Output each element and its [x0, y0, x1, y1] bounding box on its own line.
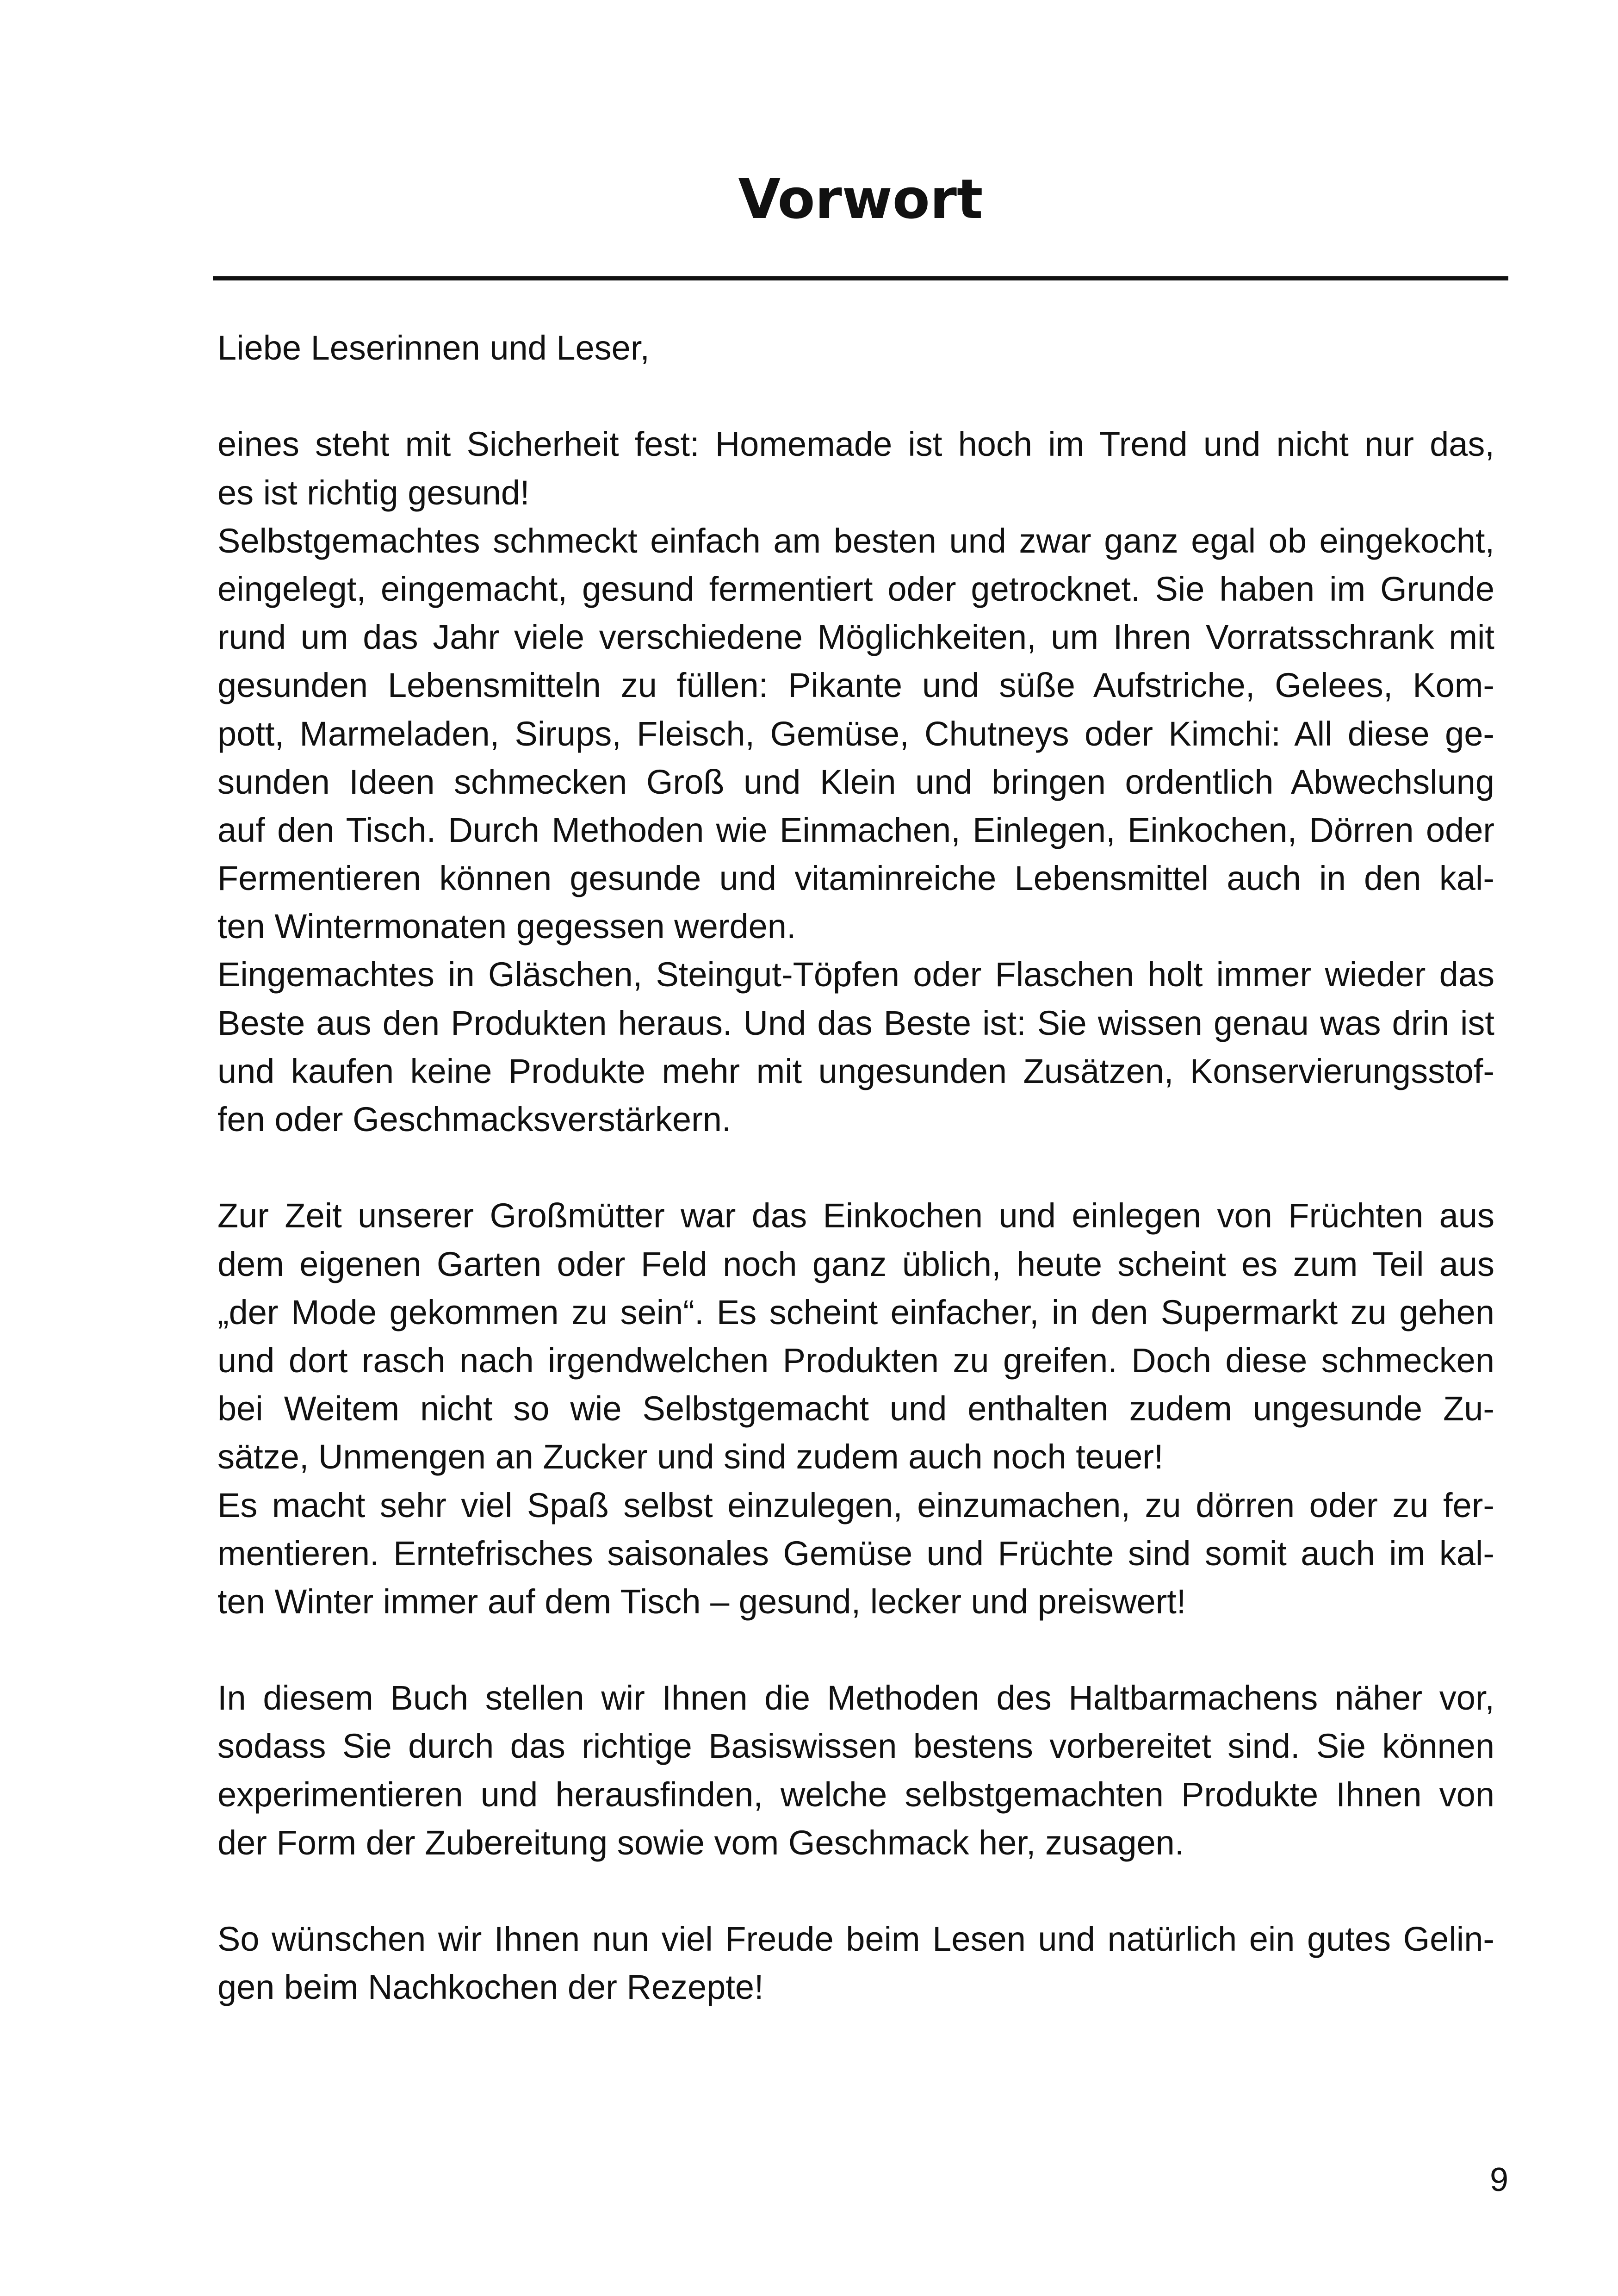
text-line: Fermentieren können gesunde und vitaminreiche Lebensmittel auch in den kal-	[217, 859, 1494, 898]
text-line: Zur Zeit unserer Großmütter war das Einkochen und einlegen von Früchten aus	[217, 1196, 1494, 1235]
text-line: gesunden Lebensmitteln zu füllen: Pikante und süße Aufstriche, Gelees, Kom-	[217, 666, 1494, 705]
text-line: der Form der Zubereitung sowie vom Geschmack her, zusagen.	[217, 1823, 1184, 1862]
text-line: So wünschen wir Ihnen nun viel Freude beim Lesen und natürlich ein gutes Gelin-	[217, 1920, 1494, 1959]
text-line: und kaufen keine Produkte mehr mit ungesunden Zusätzen, Konservierungsstof-	[217, 1052, 1494, 1090]
text-line: dem eigenen Garten oder Feld noch ganz üblich, heute scheint es zum Teil aus	[217, 1244, 1494, 1283]
text-line: pott, Marmeladen, Sirups, Fleisch, Gemüse, Chutneys oder Kimchi: All diese ge-	[217, 714, 1494, 753]
text-line: eingelegt, eingemacht, gesund fermentiert oder getrocknet. Sie haben im Grunde	[217, 569, 1494, 608]
text-line: Beste aus den Produkten heraus. Und das Beste ist: Sie wissen genau was drin ist	[217, 1003, 1494, 1042]
text-line: „der Mode gekommen zu sein“. Es scheint einfacher, in den Supermarkt zu gehen	[217, 1293, 1494, 1332]
text-line: bei Weitem nicht so wie Selbstgemacht und enthalten zudem ungesunde Zu-	[217, 1389, 1494, 1428]
text-line: Selbstgemachtes schmeckt einfach am besten und zwar ganz egal ob eingekocht,	[217, 521, 1494, 560]
text-line: sunden Ideen schmecken Groß und Klein und bringen ordentlich Abwechslung	[217, 762, 1494, 801]
body-text	[217, 324, 1494, 2012]
paragraph-gap	[217, 1626, 1494, 1674]
text-line: In diesem Buch stellen wir Ihnen die Methoden des Haltbarmachens näher vor,	[217, 1679, 1494, 1717]
text-line: experimentieren und herausfinden, welche selbstgemachten Produkte Ihnen von	[217, 1775, 1494, 1814]
text-line: fen oder Geschmacksverstärkern.	[217, 1100, 732, 1139]
paragraph-gap	[217, 1867, 1494, 1915]
paragraph-gap	[217, 1144, 1494, 1192]
text-line: es ist richtig gesund!	[217, 473, 530, 512]
text-line: rund um das Jahr viele verschiedene Möglichkeiten, um Ihren Vorratsschrank mit	[217, 618, 1494, 657]
text-line: Es macht sehr viel Spaß selbst einzulegen, einzumachen, zu dörren oder zu fer-	[217, 1486, 1494, 1524]
text-line: sätze, Unmengen an Zucker und sind zudem auch noch teuer!	[217, 1437, 1164, 1476]
text-line: und dort rasch nach irgendwelchen Produkten zu greifen. Doch diese schmecken	[217, 1341, 1494, 1380]
paragraph-gap	[217, 372, 1494, 420]
text-line: gen beim Nachkochen der Rezepte!	[217, 1968, 764, 2007]
text-line: Liebe Leserinnen und Leser,	[217, 329, 650, 367]
text-line: eines steht mit Sicherheit fest: Homemade ist hoch im Trend und nicht nur das,	[217, 425, 1494, 464]
text-line: Eingemachtes in Gläschen, Steingut-Töpfen oder Flaschen holt immer wieder das	[217, 955, 1494, 994]
text-line: sodass Sie durch das richtige Basiswissen bestens vorbereitet sind. Sie können	[217, 1727, 1494, 1766]
text-line: ten Winter immer auf dem Tisch – gesund, lecker und preiswert!	[217, 1582, 1186, 1621]
page-number: 9	[1489, 2161, 1508, 2198]
text-line: auf den Tisch. Durch Methoden wie Einmachen, Einlegen, Einkochen, Dörren oder	[217, 810, 1494, 849]
text-line: ten Wintermonaten gegessen werden.	[217, 907, 796, 946]
text-line: mentieren. Erntefrisches saisonales Gemüse und Früchte sind somit auch im kal-	[217, 1534, 1494, 1573]
title-divider	[213, 276, 1508, 280]
page-title: Vorwort	[738, 167, 983, 231]
